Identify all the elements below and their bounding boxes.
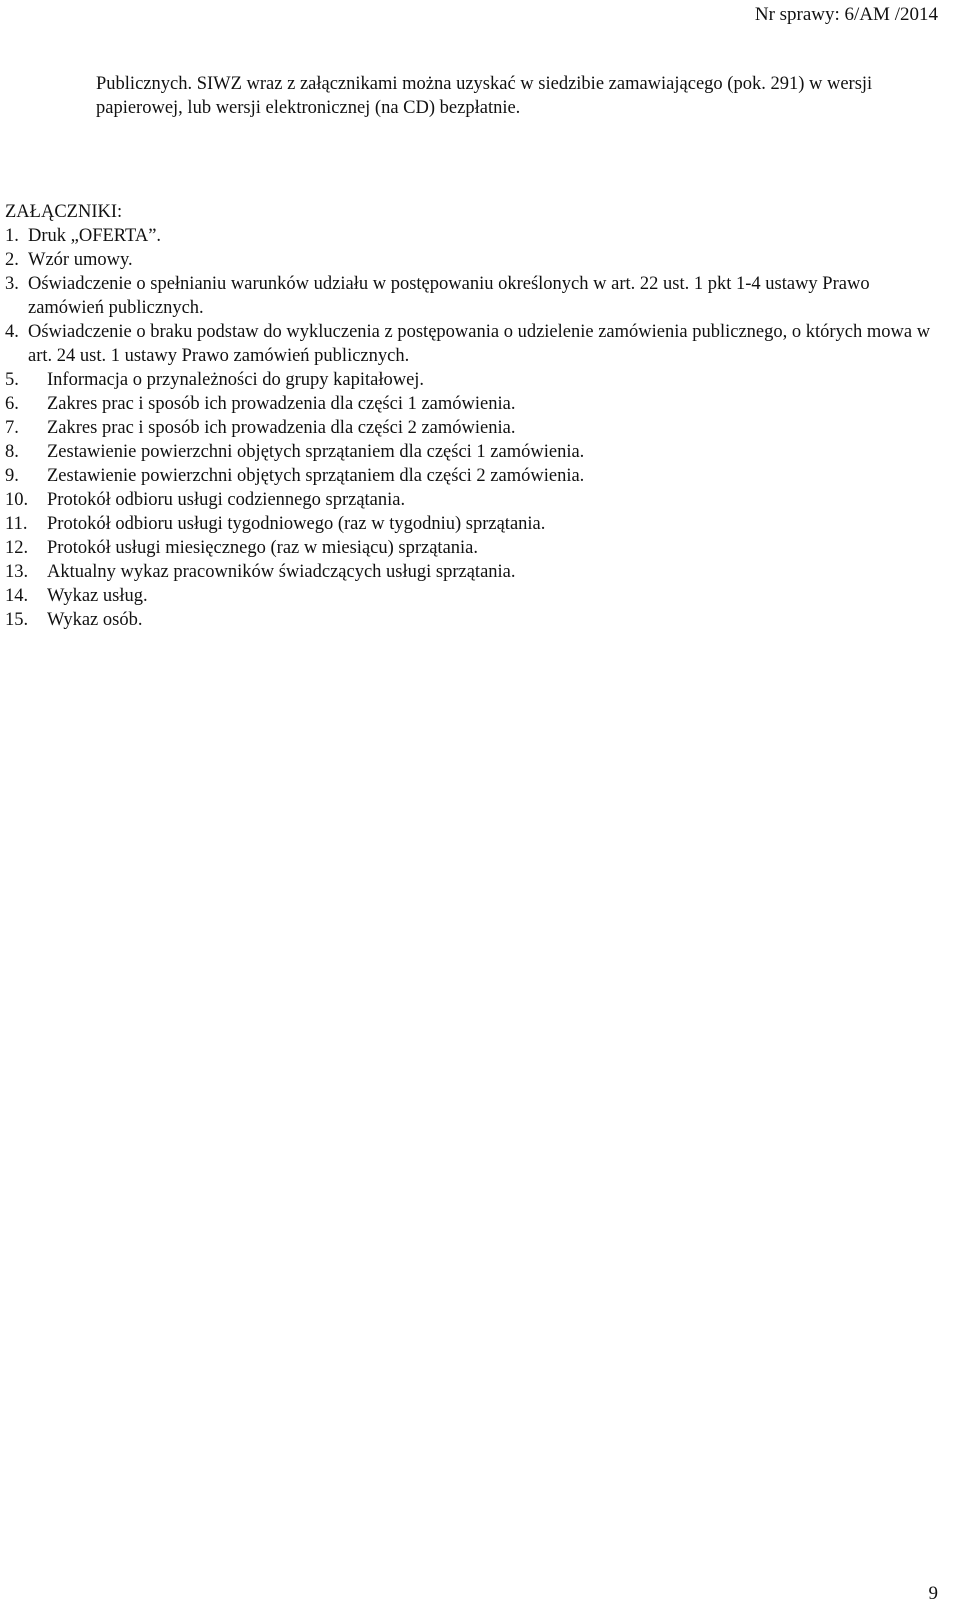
list-item [5,488,945,512]
list-item [5,536,945,560]
item-number: 6. [5,394,19,414]
list-item [5,440,945,464]
list-item [5,464,945,488]
item-text: Protokół usługi miesięcznego (raz w miesiącu) sprzątania. [47,538,479,558]
item-number: 5. [5,370,19,390]
item-number: 1. [5,226,19,246]
item-number: 13. [5,562,29,582]
attachments-list [5,224,945,632]
list-item [5,512,945,536]
item-number: 9. [5,466,19,486]
item-number: 11. [5,514,28,534]
item-text: Zestawienie powierzchni objętych sprzątaniem dla części 2 zamówienia. [47,466,585,486]
item-text: Informacja o przynależności do grupy kapitałowej. [47,370,425,390]
item-text: Zakres prac i sposób ich prowadzenia dla części 1 zamówienia. [47,394,516,414]
item-number: 3. [5,274,19,294]
intro-paragraph: Publicznych. SIWZ wraz z załącznikami można uzyskać w siedzibie zamawiającego (pok. 291) w wersji papierowej, lub wersji elektronicznej (na CD) bezpłatnie. [96,74,873,118]
list-item [5,248,945,272]
item-number: 15. [5,610,29,630]
attachments-section [5,200,945,632]
item-text: Wykaz osób. [47,610,143,630]
item-text: Protokół odbioru usługi tygodniowego (raz w tygodniu) sprzątania. [47,514,546,534]
case-number-header: Nr sprawy: 6/AM /2014 [754,4,938,25]
item-text: Druk „OFERTA”. [28,226,162,246]
page-number: 9 [928,1583,938,1604]
item-number: 8. [5,442,19,462]
item-number: 7. [5,418,19,438]
item-number: 2. [5,250,19,270]
list-item [5,584,945,608]
item-text: Protokół odbioru usługi codziennego sprzątania. [47,490,406,510]
list-item [5,272,945,320]
item-number: 14. [5,586,29,606]
item-number: 4. [5,322,19,342]
list-item [5,368,945,392]
list-item [5,608,945,632]
list-item [5,392,945,416]
item-text: Oświadczenie o braku podstaw do wykluczenia z postępowania o udzielenie zamówienia publicznego, o których mowa w art. 24 ust. 1 ustawy Prawo zamówień publicznych. [28,322,931,366]
list-item [5,320,945,368]
item-text: Oświadczenie o spełnianiu warunków udziału w postępowaniu określonych w art. 22 ust. 1 pkt 1-4 ustawy Prawo zamówień publicznych. [28,274,870,318]
list-item [5,224,945,248]
item-text: Aktualny wykaz pracowników świadczących usługi sprzątania. [47,562,516,582]
item-number: 10. [5,490,29,510]
item-number: 12. [5,538,29,558]
item-text: Wykaz usług. [47,586,148,606]
attachments-heading: ZAŁĄCZNIKI: [5,202,123,222]
list-item [5,560,945,584]
item-text: Zakres prac i sposób ich prowadzenia dla części 2 zamówienia. [47,418,516,438]
item-text: Wzór umowy. [28,250,133,270]
list-item [5,416,945,440]
item-text: Zestawienie powierzchni objętych sprzątaniem dla części 1 zamówienia. [47,442,585,462]
